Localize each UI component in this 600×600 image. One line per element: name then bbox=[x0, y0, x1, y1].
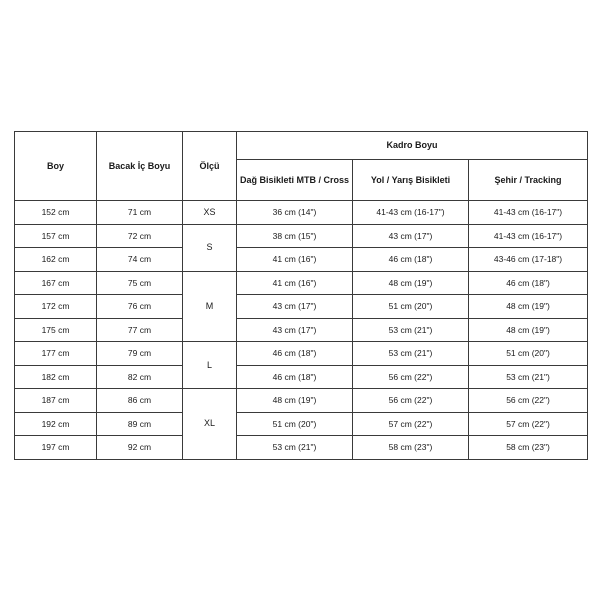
cell-sehir: 41-43 cm (16-17") bbox=[469, 201, 588, 225]
cell-sehir: 48 cm (19") bbox=[469, 295, 588, 319]
cell-bacak: 76 cm bbox=[97, 295, 183, 319]
cell-sehir: 56 cm (22") bbox=[469, 389, 588, 413]
cell-bacak: 75 cm bbox=[97, 271, 183, 295]
table-row bbox=[15, 248, 588, 272]
table-row bbox=[15, 436, 588, 460]
cell-mtb: 38 cm (15") bbox=[237, 224, 353, 248]
cell-boy: 157 cm bbox=[15, 224, 97, 248]
cell-size-xl: XL bbox=[183, 389, 237, 460]
cell-mtb: 46 cm (18") bbox=[237, 365, 353, 389]
cell-boy: 152 cm bbox=[15, 201, 97, 225]
cell-mtb: 53 cm (21") bbox=[237, 436, 353, 460]
cell-sehir: 48 cm (19") bbox=[469, 318, 588, 342]
cell-bacak: 79 cm bbox=[97, 342, 183, 366]
cell-mtb: 43 cm (17") bbox=[237, 295, 353, 319]
table-row bbox=[15, 412, 588, 436]
table-row bbox=[15, 389, 588, 413]
cell-mtb: 48 cm (19") bbox=[237, 389, 353, 413]
cell-size-l: L bbox=[183, 342, 237, 389]
cell-boy: 167 cm bbox=[15, 271, 97, 295]
header-olcu: Ölçü bbox=[183, 132, 237, 201]
cell-boy: 162 cm bbox=[15, 248, 97, 272]
header-boy: Boy bbox=[15, 132, 97, 201]
cell-sehir: 43-46 cm (17-18") bbox=[469, 248, 588, 272]
cell-mtb: 51 cm (20") bbox=[237, 412, 353, 436]
cell-mtb: 41 cm (16") bbox=[237, 248, 353, 272]
cell-mtb: 41 cm (16") bbox=[237, 271, 353, 295]
cell-yol: 56 cm (22") bbox=[353, 365, 469, 389]
header-mtb: Dağ Bisikleti MTB / Cross bbox=[237, 160, 353, 201]
cell-sehir: 53 cm (21") bbox=[469, 365, 588, 389]
cell-size-s: S bbox=[183, 224, 237, 271]
table-row bbox=[15, 342, 588, 366]
cell-yol: 56 cm (22") bbox=[353, 389, 469, 413]
cell-size-xs: XS bbox=[183, 201, 237, 225]
table-row bbox=[15, 365, 588, 389]
cell-yol: 57 cm (22") bbox=[353, 412, 469, 436]
cell-bacak: 86 cm bbox=[97, 389, 183, 413]
table-row bbox=[15, 224, 588, 248]
cell-bacak: 89 cm bbox=[97, 412, 183, 436]
cell-boy: 172 cm bbox=[15, 295, 97, 319]
cell-size-m: M bbox=[183, 271, 237, 342]
cell-sehir: 58 cm (23") bbox=[469, 436, 588, 460]
cell-mtb: 46 cm (18") bbox=[237, 342, 353, 366]
cell-yol: 53 cm (21") bbox=[353, 342, 469, 366]
table-row bbox=[15, 201, 588, 225]
cell-mtb: 43 cm (17") bbox=[237, 318, 353, 342]
cell-yol: 41-43 cm (16-17") bbox=[353, 201, 469, 225]
cell-bacak: 72 cm bbox=[97, 224, 183, 248]
cell-yol: 48 cm (19") bbox=[353, 271, 469, 295]
cell-sehir: 57 cm (22") bbox=[469, 412, 588, 436]
cell-bacak: 71 cm bbox=[97, 201, 183, 225]
cell-boy: 182 cm bbox=[15, 365, 97, 389]
cell-mtb: 36 cm (14") bbox=[237, 201, 353, 225]
header-bacak-ic-boyu: Bacak İç Boyu bbox=[97, 132, 183, 201]
cell-boy: 177 cm bbox=[15, 342, 97, 366]
size-chart-table bbox=[14, 131, 588, 460]
header-row-top bbox=[15, 132, 588, 160]
cell-sehir: 51 cm (20") bbox=[469, 342, 588, 366]
cell-boy: 192 cm bbox=[15, 412, 97, 436]
cell-yol: 43 cm (17") bbox=[353, 224, 469, 248]
table-row bbox=[15, 271, 588, 295]
cell-yol: 46 cm (18") bbox=[353, 248, 469, 272]
cell-boy: 187 cm bbox=[15, 389, 97, 413]
cell-boy: 175 cm bbox=[15, 318, 97, 342]
table-row bbox=[15, 318, 588, 342]
cell-yol: 58 cm (23") bbox=[353, 436, 469, 460]
cell-yol: 53 cm (21") bbox=[353, 318, 469, 342]
cell-bacak: 74 cm bbox=[97, 248, 183, 272]
header-kadro-boyu: Kadro Boyu bbox=[237, 132, 588, 160]
cell-bacak: 77 cm bbox=[97, 318, 183, 342]
header-yol: Yol / Yarış Bisikleti bbox=[353, 160, 469, 201]
header-sehir: Şehir / Tracking bbox=[469, 160, 588, 201]
cell-sehir: 41-43 cm (16-17") bbox=[469, 224, 588, 248]
cell-yol: 51 cm (20") bbox=[353, 295, 469, 319]
cell-boy: 197 cm bbox=[15, 436, 97, 460]
cell-bacak: 92 cm bbox=[97, 436, 183, 460]
table-row bbox=[15, 295, 588, 319]
cell-bacak: 82 cm bbox=[97, 365, 183, 389]
cell-sehir: 46 cm (18") bbox=[469, 271, 588, 295]
